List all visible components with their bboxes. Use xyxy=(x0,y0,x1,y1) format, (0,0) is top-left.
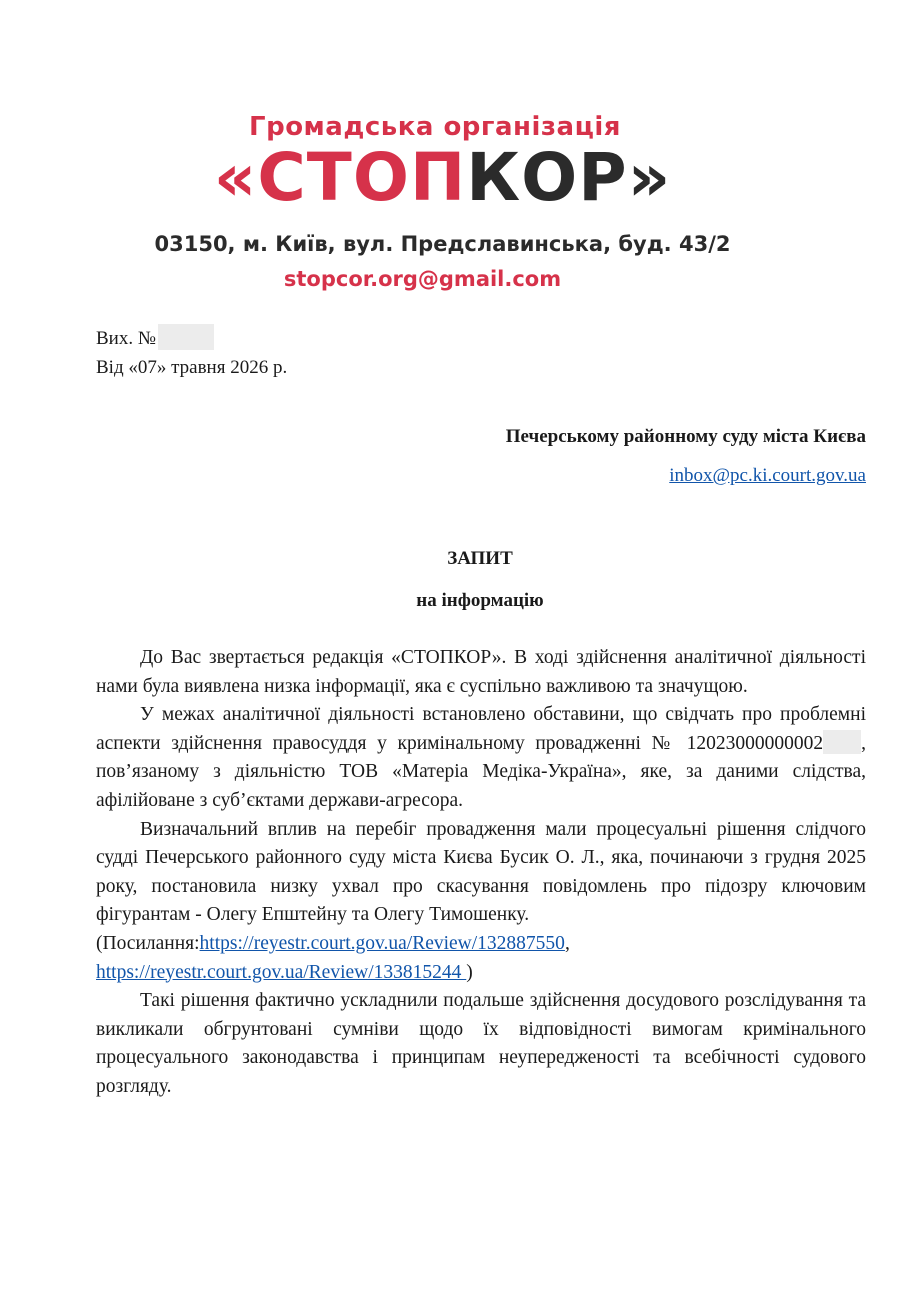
letter-date: Від «07» травня 2026 р. xyxy=(96,357,288,378)
addressee-email-link[interactable]: inbox@pc.ki.court.gov.ua xyxy=(669,465,866,486)
outgoing-number xyxy=(96,324,214,354)
reyestr-link-1[interactable]: https://reyestr.court.gov.ua/Review/132887550 xyxy=(199,932,565,954)
addressee-name: Печерському районному суду міста Києва xyxy=(505,426,866,447)
outgoing-number-label: Вих. № xyxy=(96,328,156,349)
letterhead-email: stopcor.org@gmail.com xyxy=(283,267,562,291)
letterhead-org-name xyxy=(0,139,885,216)
links-line-1 xyxy=(96,930,866,959)
redacted-case-digits xyxy=(823,730,861,754)
addressee-email-line xyxy=(669,465,866,487)
name-red-part: СТОП xyxy=(257,139,467,216)
links-line-2 xyxy=(96,959,866,988)
paragraph-2-part-a: У межах аналітичної діяльності встановлено обставини, що свідчать про проблемні аспекти здійснення правосуддя у кримінальному провадженні № 12023000000002 xyxy=(96,704,866,754)
paragraph-2 xyxy=(96,701,866,815)
links-separator: , xyxy=(564,932,570,954)
reyestr-link-2[interactable]: https://reyestr.court.gov.ua/Review/133815244 xyxy=(96,961,467,983)
redacted-number xyxy=(158,324,214,350)
paragraph-3: Визначальний вплив на перебіг провадження мали процесуальні рішення слідчого судді Печерського районного суду міста Києва Бусик О. Л., яка, починаючи з грудня 2025 року, постановила низку ухвал про скасування повідомлень про підозру ключовим фігурантам - Олегу Епштейну та Олегу Тимошенку. xyxy=(96,818,866,926)
document-subtitle: на інформацію xyxy=(416,590,544,611)
letterhead-address: 03150, м. Київ, вул. Предславинська, буд. 43/2 xyxy=(154,232,731,256)
links-prefix: (Посилання: xyxy=(96,932,200,954)
links-suffix: ) xyxy=(466,961,473,983)
name-open-quote: « xyxy=(213,139,258,216)
letter-body xyxy=(96,644,866,1102)
paragraph-1: До Вас звертається редакція «СТОПКОР». В ході здійснення аналітичної діяльності нами була виявлена низка інформації, яка є суспільно важливою та значущою. xyxy=(96,647,866,697)
letterhead-org-label: Громадська організація xyxy=(249,112,621,142)
paragraph-4: Такі рішення фактично ускладнили подальше здійснення досудового розслідування та викликали обгрунтовані сумніви щодо їх відповідності вимогам кримінального процесуального законодавства і принципам неупередженості та всебічності судового розгляду. xyxy=(96,990,866,1097)
document-title: ЗАПИТ xyxy=(447,548,513,569)
name-dark-part: КОР xyxy=(466,139,628,216)
name-close-quote: » xyxy=(627,139,672,216)
paragraph-2-part-b: , пов’язаному з діяльністю ТОВ «Матеріа Медіка-Україна», яке, за даними слідства, афілійоване з суб’єктами держави-агресора. xyxy=(96,732,866,811)
